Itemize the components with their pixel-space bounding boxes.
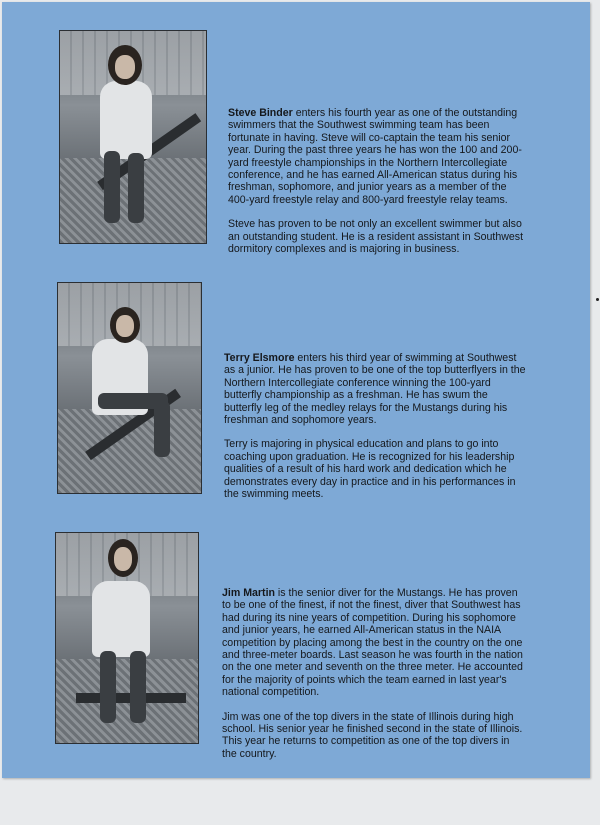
bio-steve-binder — [228, 107, 528, 267]
bio-text: Terry is majoring in physical education and plans to go into coaching upon graduation. He is recognized for his leadership qualities of a result of his hard work and dedication which he demonstrates every day in practice and in his performances in the swimming meets. — [224, 438, 516, 501]
brochure-page — [2, 2, 590, 778]
bio-paragraph — [228, 218, 528, 255]
paper-speck — [596, 298, 599, 301]
bio-text: is the senior diver for the Mustangs. He has proven to be one of the finest, if not the finest, diver that Southwest has had during its nine years of competition. During his sophomore and junior years, he earned All-American status in the NAIA competition by placing among the best in the country on the one and three-meter boards. Last season he was fourth in the nation on the one meter and seventh on the three meter. He accounted for the majority of points which the team earned in last year's national competition. — [222, 587, 523, 699]
athlete-name: Steve Binder — [228, 107, 293, 119]
bio-jim-martin — [222, 587, 526, 772]
bio-text: enters his fourth year as one of the outstanding swimmers that the Southwest swimming team has been fortunate in having. Steve will co-captain the team his senior year. During the past three years he has won the 100 and 200-yard freestyle championships in the Northern Intercollegiate conference, and he has earned All-American status during his freshman, sophomore, and junior years as a member of the 400-yard freestyle relay and 800-yard freestyle relay teams. — [228, 107, 522, 206]
photo-terry-elsmore — [57, 282, 202, 494]
bio-text: Steve has proven to be not only an excellent swimmer but also an outstanding student. He is a resident assistant in Southwest dormitory complexes and is majoring in business. — [228, 218, 524, 256]
photo-jim-martin — [55, 532, 199, 744]
bio-text: enters his third year of swimming at Southwest as a junior. He has proven to be one of the top butterflyers in the Northern Intercollegiate conference winning the 100-yard butterfly championship as a freshman. He has swum the butterfly leg of the medley relays for the Mustangs during his freshman and sophomore years. — [224, 352, 526, 427]
athlete-name: Terry Elsmore — [224, 352, 295, 364]
athlete-name: Jim Martin — [222, 587, 275, 599]
bio-paragraph — [224, 438, 526, 500]
bio-paragraph — [224, 352, 526, 426]
bio-text: Jim was one of the top divers in the state of Illinois during high school. His senior year he finished second in the state of Illinois. This year he returns to competition as one of the top divers in the country. — [222, 710, 523, 760]
photo-steve-binder — [59, 30, 207, 244]
bio-paragraph — [228, 107, 528, 206]
bio-terry-elsmore — [224, 352, 526, 512]
bio-paragraph — [222, 587, 526, 699]
bio-paragraph — [222, 711, 526, 761]
